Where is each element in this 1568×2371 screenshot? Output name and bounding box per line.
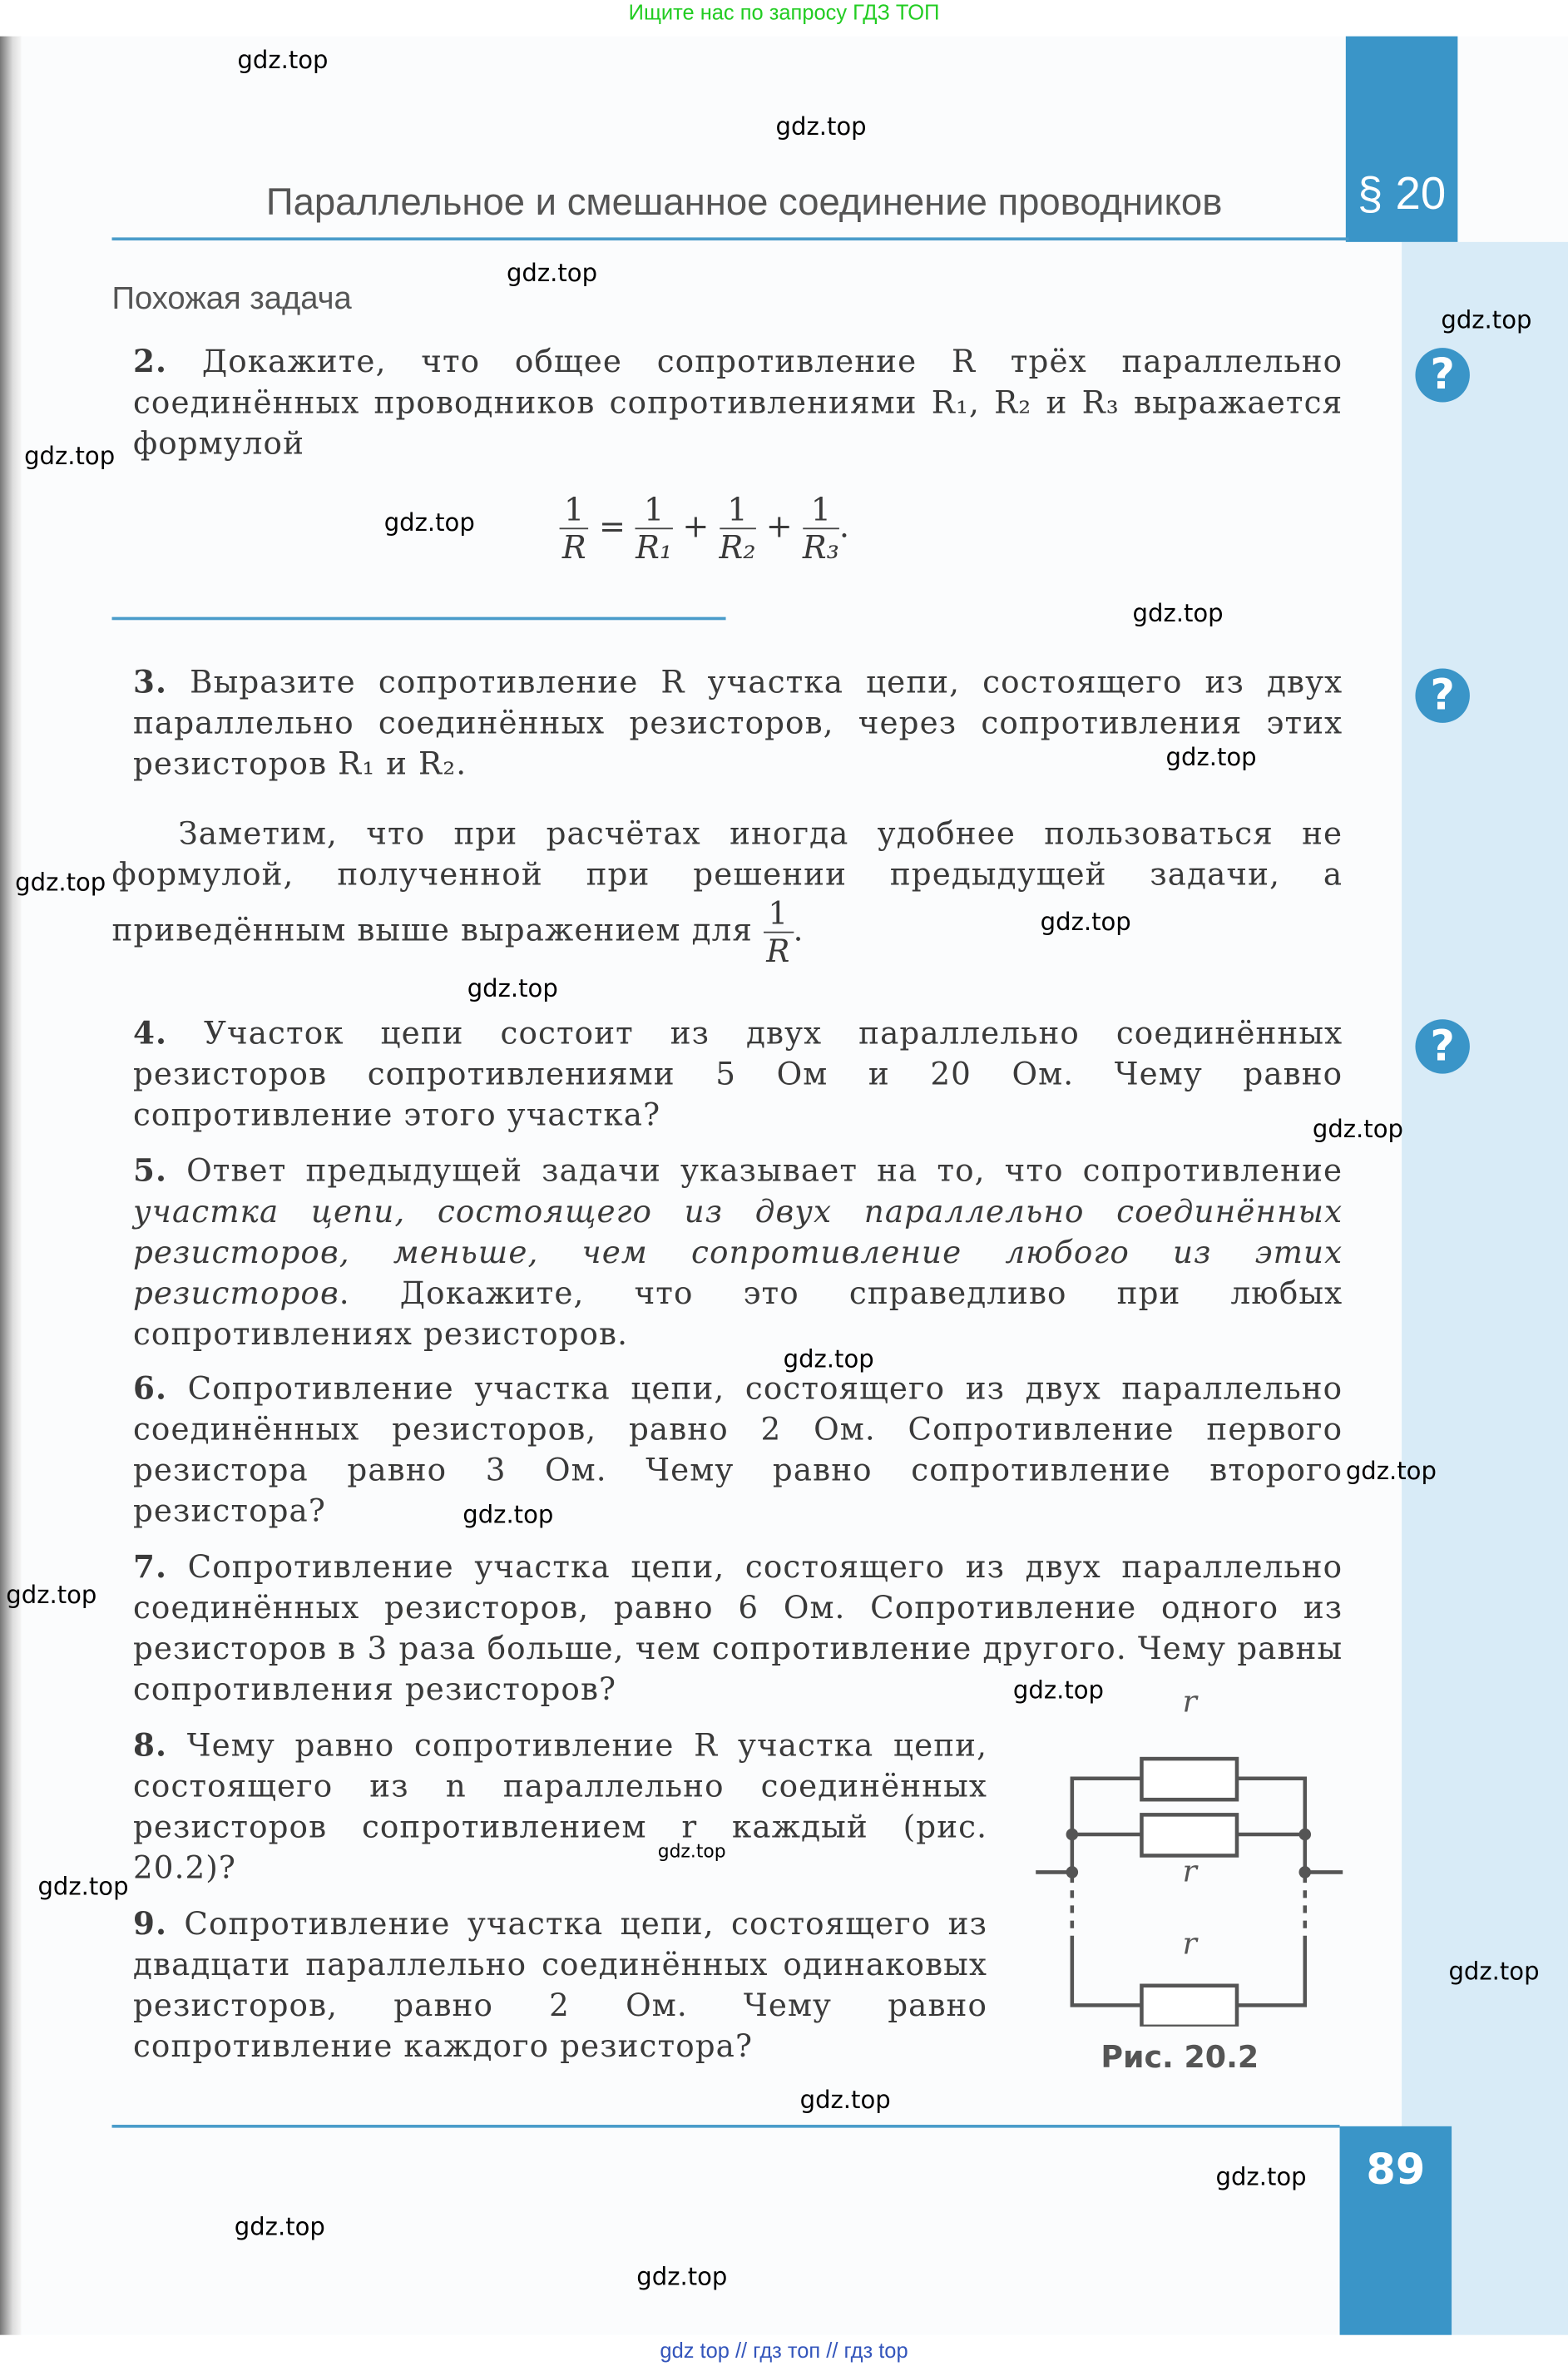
task-text: Докажите, что общее сопротивление R трёх параллельно соединённых проводников сопротивлениями R₁, R₂ и R₃ выражается формулой: [132, 343, 1343, 462]
note: Заметим, что при расчётах иногда удобнее пользоваться не формулой, полученной при решении предыдущей задачи, а приведённым выше выражением для $\frac{1}{R}$ .: [111, 814, 1343, 970]
question-icon: ?: [1415, 1019, 1469, 1073]
watermark: gdz.top: [237, 45, 329, 75]
watermark: gdz.top: [1040, 907, 1131, 937]
watermark: gdz.top: [6, 1580, 97, 1610]
figure-caption: Рис. 20.2: [1101, 2038, 1259, 2076]
watermark: gdz.top: [1132, 598, 1224, 628]
watermark: gdz.top: [15, 868, 106, 897]
watermark: gdz.top: [799, 2085, 891, 2115]
watermark: gdz.top: [1215, 2162, 1307, 2191]
divider: [112, 617, 726, 621]
task-6: 6. Сопротивление участка цепи, состоящего из двух параллельно соединённых резисторов, равно 2 Ом. Сопротивление первого резистора равно 3 Ом. Чему равно сопротивление второго резистора?: [132, 1369, 1343, 1529]
page-number: 89: [1366, 2144, 1426, 2195]
resistor-label: r: [1182, 1925, 1197, 1962]
watermark: gdz.top: [234, 2212, 325, 2241]
similar-heading: Похожая задача: [111, 281, 352, 316]
footer-rule: [112, 2125, 1340, 2128]
task-7: 7. Сопротивление участка цепи, состоящего из двух параллельно соединённых резисторов, равно 6 Ом. Сопротивление одного из резисторов в 3 раза больше, чем сопротивление другого. Чему равны сопротивления резисторов?: [132, 1548, 1343, 1708]
task-4: 4. Участок цепи состоит из двух параллельно соединённых резисторов сопротивлениями 5 Ом и 20 Ом. Чему равно сопротивление этого участка?: [132, 1014, 1343, 1133]
formula: $\frac{1}{R}$ = $\frac{1}{\text{R₁}}$ + $\frac{1}{\text{R₂}}$ + $\frac{1}{\text{R₃}}$ .: [560, 492, 850, 566]
page-title: Параллельное и смешанное соединение проводников: [265, 181, 1223, 225]
task-number: 2.: [132, 343, 168, 380]
circuit-diagram: [1028, 1679, 1361, 2027]
task-5: 5. Ответ предыдущей задачи указывает на то, что сопротивление участка цепи, состоящего из двух параллельно соединённых резисторов, меньше, чем сопротивление любого из этих резисторов. Докажите, что это справедливо при любых сопротивлениях резисторов.: [132, 1152, 1343, 1353]
watermark: gdz.top: [462, 1500, 554, 1529]
watermark: gdz.top: [783, 1344, 874, 1374]
watermark: gdz.top: [24, 441, 116, 471]
page-spine: [0, 37, 21, 2335]
task-9: 9. Сопротивление участка цепи, состоящего из двадцати параллельно соединённых одинаковых резисторов, равно 2 Ом. Чему равно сопротивление каждого резистора?: [132, 1905, 988, 2065]
task-8: 8. Чему равно сопротивление R участка цепи, состоящего из n параллельно соединённых резисторов сопротивлением r каждый (рис. 20.2)?: [132, 1726, 988, 1886]
margin-band: [1402, 242, 1568, 2335]
task-2: [133, 342, 1343, 464]
section-number: § 20: [1358, 169, 1447, 220]
watermark: gdz.top: [467, 973, 558, 1003]
footer-links: gdz top // гдз топ // гдз top: [660, 2338, 908, 2363]
watermark: gdz.top: [383, 507, 475, 537]
question-icon: ?: [1415, 668, 1469, 722]
watermark: gdz.top: [37, 1872, 129, 1901]
resistor-label: r: [1182, 1853, 1197, 1889]
resistor-label: r: [1182, 1683, 1197, 1720]
watermark: gdz.top: [1012, 1676, 1105, 1705]
task-3: 3. Выразите сопротивление R участка цепи, состоящего из двух параллельно соединённых резисторов, через сопротивления этих резисторов R₁ и R₂.: [132, 664, 1343, 782]
watermark: gdz.top: [506, 258, 598, 288]
question-icon: ?: [1415, 348, 1469, 402]
watermark: gdz.top: [636, 2262, 728, 2291]
watermark: gdz.top: [775, 111, 867, 141]
watermark: gdz.top: [1312, 1114, 1403, 1144]
header-rule: [112, 237, 1349, 240]
watermark: gdz.top: [1165, 742, 1257, 772]
top-banner: Ищите нас по запросу ГДЗ ТОП: [628, 0, 940, 25]
watermark: gdz.top: [657, 1840, 726, 1862]
watermark: gdz.top: [1448, 1957, 1540, 1986]
watermark: gdz.top: [1441, 305, 1532, 334]
watermark: gdz.top: [1345, 1456, 1437, 1486]
